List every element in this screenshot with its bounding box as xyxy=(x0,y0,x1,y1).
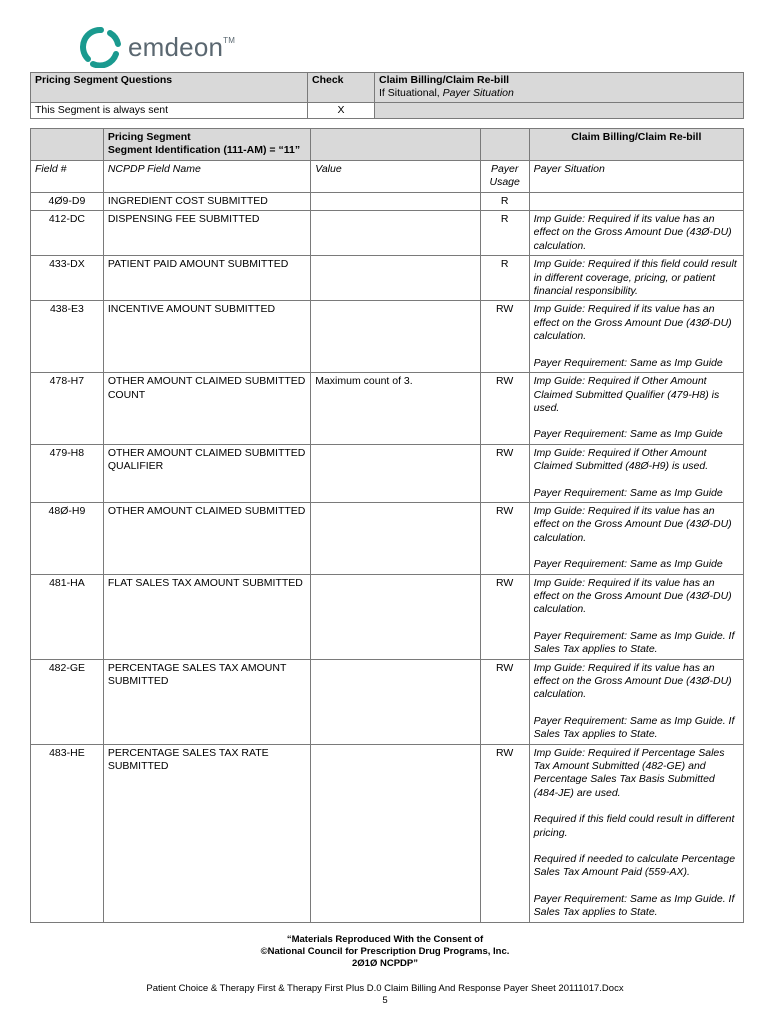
situation-paragraph: Payer Requirement: Same as Imp Guide. If Sales Tax applies to State. xyxy=(533,629,735,656)
field-name-cell: PATIENT PAID AMOUNT SUBMITTED xyxy=(103,256,310,301)
field-name-cell: PERCENTAGE SALES TAX RATE SUBMITTED xyxy=(103,744,310,922)
situation-paragraph: Payer Requirement: Same as Imp Guide xyxy=(533,558,723,571)
field-number-cell: 433-DX xyxy=(31,256,104,301)
payer-situation-cell xyxy=(529,744,743,922)
value-cell xyxy=(311,574,480,659)
value-cell xyxy=(311,211,480,256)
blank-header-cell xyxy=(480,129,529,161)
payer-situation-cell xyxy=(529,444,743,502)
emdeon-logo xyxy=(80,25,235,69)
payer-situation-header: Payer Situation xyxy=(529,160,743,192)
situation-paragraph: Payer Requirement: Same as Imp Guide xyxy=(533,356,723,369)
table-row xyxy=(31,444,744,502)
field-number-cell: 438-E3 xyxy=(31,301,104,373)
value-cell xyxy=(311,659,480,744)
logo-text: emdeon™ xyxy=(128,31,236,62)
question-cell: This Segment is always sent xyxy=(31,102,308,118)
situation-paragraph: Required if this field could result in different pricing. xyxy=(533,813,735,839)
value-cell xyxy=(311,744,480,922)
field-name-cell: INCENTIVE AMOUNT SUBMITTED xyxy=(103,301,310,373)
payer-usage-cell: R xyxy=(480,192,529,210)
payer-situation-cell xyxy=(529,256,743,301)
value-cell xyxy=(311,256,480,301)
emdeon-logo-mark-icon xyxy=(80,26,122,68)
payer-situation-cell xyxy=(529,502,743,574)
pricing-segment-fields-table xyxy=(30,128,744,923)
situation-paragraph: Payer Requirement: Same as Imp Guide. If Sales Tax applies to State. xyxy=(533,714,735,741)
field-name-cell: PERCENTAGE SALES TAX AMOUNT SUBMITTED xyxy=(103,659,310,744)
table-row xyxy=(31,574,744,659)
table-row xyxy=(31,211,744,256)
payer-situation-cell xyxy=(529,373,743,445)
situation-paragraph: Imp Guide: Required if its value has an effect on the Gross Amount Due (43Ø-DU) calculation. xyxy=(533,661,732,701)
document-title: Patient Choice & Therapy First & Therapy First Plus D.0 Claim Billing And Response Payer Sheet 20111017.Docx xyxy=(146,983,624,994)
table-row xyxy=(31,659,744,744)
payer-usage-cell: RW xyxy=(480,301,529,373)
field-name-header: NCPDP Field Name xyxy=(103,160,310,192)
field-number-cell: 412-DC xyxy=(31,211,104,256)
payer-situation-cell xyxy=(529,192,743,210)
document-footer xyxy=(0,983,770,1007)
field-number-cell: 478-H7 xyxy=(31,373,104,445)
blank-header-cell xyxy=(31,129,104,161)
situation-paragraph: Payer Requirement: Same as Imp Guide. If Sales Tax applies to State. xyxy=(533,892,735,919)
table-row xyxy=(31,192,744,210)
payer-usage-cell: RW xyxy=(480,444,529,502)
value-cell xyxy=(311,502,480,574)
field-name-cell: OTHER AMOUNT CLAIMED SUBMITTED xyxy=(103,502,310,574)
field-name-cell: DISPENSING FEE SUBMITTED xyxy=(103,211,310,256)
payer-usage-header: Payer Usage xyxy=(480,160,529,192)
payer-situation-cell xyxy=(529,211,743,256)
situation-paragraph: Imp Guide: Required if its value has an effect on the Gross Amount Due (43Ø-DU) calculation. xyxy=(533,576,732,616)
situation-paragraph: Imp Guide: Required if Other Amount Claimed Submitted Qualifier (479-H8) is used. xyxy=(533,375,720,414)
payer-usage-cell: RW xyxy=(480,373,529,445)
situation-paragraph: Imp Guide: Required if its value has an effect on the Gross Amount Due (43Ø-DU) calculation. xyxy=(533,303,732,343)
check-header: Check xyxy=(308,73,375,103)
payer-situation-cell xyxy=(529,659,743,744)
field-number-cell: 482-GE xyxy=(31,659,104,744)
situation-paragraph: Payer Requirement: Same as Imp Guide xyxy=(533,428,723,441)
billing-cell xyxy=(375,102,744,118)
value-cell xyxy=(311,444,480,502)
situation-paragraph: Imp Guide: Required if its value has an effect on the Gross Amount Due (43Ø-DU) calculation. xyxy=(533,504,732,544)
segment-title-cell: Pricing Segment Segment Identification (111-AM) = “11” xyxy=(103,129,310,161)
payer-usage-cell: RW xyxy=(480,502,529,574)
payer-usage-cell: RW xyxy=(480,744,529,922)
questions-header: Pricing Segment Questions xyxy=(31,73,308,103)
field-name-cell: OTHER AMOUNT CLAIMED SUBMITTED QUALIFIER xyxy=(103,444,310,502)
payer-usage-cell: RW xyxy=(480,659,529,744)
table-row xyxy=(31,744,744,922)
payer-usage-cell: RW xyxy=(480,574,529,659)
consent-notice: “Materials Reproduced With the Consent of ©National Council for Prescription Drug Programs, Inc. 2Ø1Ø NCPDP” xyxy=(260,934,510,969)
value-cell: Maximum count of 3. xyxy=(311,373,480,445)
segment-questions-table xyxy=(30,72,744,119)
table-row xyxy=(31,373,744,445)
check-cell: X xyxy=(308,102,375,118)
situation-paragraph: Required if needed to calculate Percentage Sales Tax Amount Paid (559-AX). xyxy=(533,853,736,879)
situation-paragraph: Imp Guide: Required if Other Amount Claimed Submitted (48Ø-H9) is used. xyxy=(533,446,709,473)
situation-paragraph: Payer Requirement: Same as Imp Guide xyxy=(533,486,723,499)
blank-header-cell xyxy=(311,129,480,161)
field-number-cell: 48Ø-H9 xyxy=(31,502,104,574)
situation-paragraph: Imp Guide: Required if Percentage Sales Tax Amount Submitted (482-GE) and Percentage Sales Tax Basis Submitted (484-JE) are used. xyxy=(533,746,725,799)
value-cell xyxy=(311,192,480,210)
value-header: Value xyxy=(311,160,480,192)
field-name-cell: FLAT SALES TAX AMOUNT SUBMITTED xyxy=(103,574,310,659)
payer-usage-cell: R xyxy=(480,211,529,256)
page-number: 5 xyxy=(382,995,388,1006)
situation-paragraph: Imp Guide: Required if its value has an effect on the Gross Amount Due (43Ø-DU) calculation. xyxy=(533,213,732,252)
table-row xyxy=(31,301,744,373)
table-row xyxy=(31,256,744,301)
right-title-cell: Claim Billing/Claim Re-bill xyxy=(529,129,743,161)
field-number-cell: 481-HA xyxy=(31,574,104,659)
field-number-header: Field # xyxy=(31,160,104,192)
billing-header: Claim Billing/Claim Re-bill If Situational, Payer Situation xyxy=(375,73,744,103)
payer-usage-cell: R xyxy=(480,256,529,301)
field-number-cell: 4Ø9-D9 xyxy=(31,192,104,210)
situation-paragraph: Imp Guide: Required if this field could result in different coverage, pricing, or patient financial responsibility. xyxy=(533,258,737,298)
field-name-cell: INGREDIENT COST SUBMITTED xyxy=(103,192,310,210)
table-row xyxy=(31,502,744,574)
payer-situation-cell xyxy=(529,574,743,659)
payer-situation-cell xyxy=(529,301,743,373)
field-number-cell: 483-HE xyxy=(31,744,104,922)
value-cell xyxy=(311,301,480,373)
field-name-cell: OTHER AMOUNT CLAIMED SUBMITTED COUNT xyxy=(103,373,310,445)
field-number-cell: 479-H8 xyxy=(31,444,104,502)
